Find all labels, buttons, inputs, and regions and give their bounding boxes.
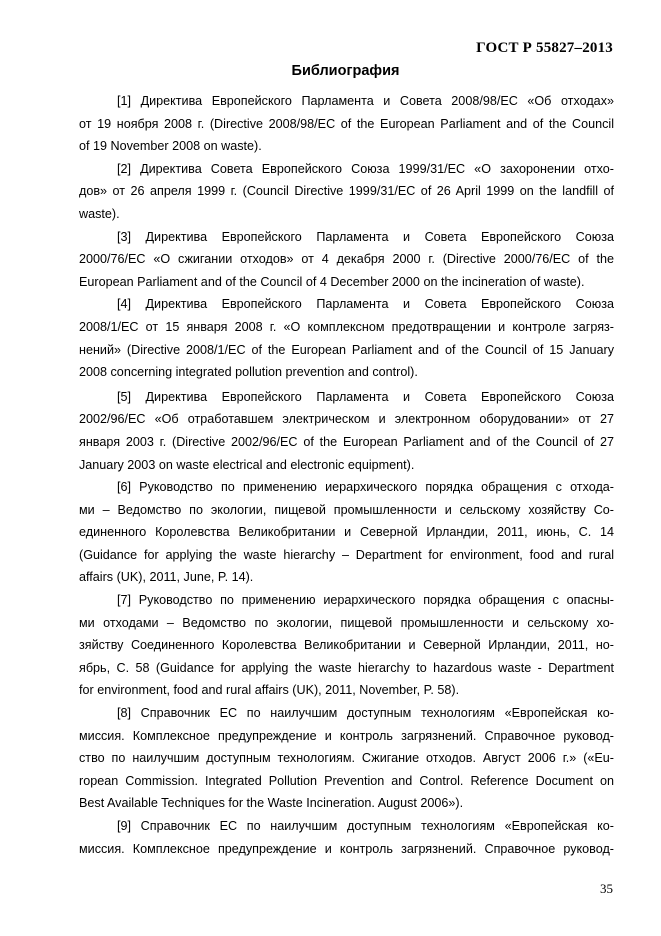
- reference-line: [8] Справочник ЕС по наилучшим доступным технологиям «Европейская ко-: [117, 706, 614, 721]
- reference-line: миссия. Комплексное предупреждение и контроль загрязнений. Справочное руковод-: [79, 728, 614, 743]
- reference-line: 2002/96/ЕС «Об отработавшем электрическом и электронном оборудовании» от 27: [79, 412, 614, 427]
- reference-line: миссия. Комплексное предупреждение и контроль загрязнений. Справочное руковод-: [79, 841, 614, 856]
- reference-line: января 2003 г. (Directive 2002/96/EC of the European Parliament and of the Council of 27: [79, 434, 614, 449]
- reference-item-1: [79, 90, 614, 158]
- reference-item-3: [79, 226, 614, 294]
- reference-line: [1] Директива Европейского Парламента и Совета 2008/98/ЕС «Об отходах»: [117, 94, 614, 108]
- reference-line: 2008/1/ЕС от 15 января 2008 г. «О комплексном предотвращении и контроле загряз-: [79, 319, 614, 334]
- reference-item-2: [79, 158, 614, 226]
- reference-line: for environment, food and rural affairs (UK), 2011, November, P. 58).: [79, 683, 460, 698]
- reference-line: 2008 concerning integrated pollution prevention and control).: [79, 365, 418, 380]
- reference-line: [2] Директива Совета Европейского Союза 1999/31/ЕС «О захоронении отхо-: [117, 161, 614, 176]
- bibliography-title: Библиография: [291, 63, 400, 79]
- reference-line: (Guidance for applying the waste hierarchy – Department for environment, food and rural: [79, 547, 614, 562]
- reference-line: affairs (UK), 2011, June, P. 14).: [79, 570, 254, 585]
- reference-item-9: [79, 815, 614, 860]
- reference-line: January 2003 on waste electrical and electronic equipment).: [79, 457, 415, 472]
- reference-line: [5] Директива Европейского Парламента и Совета Европейского Союза: [117, 389, 614, 404]
- reference-list: [79, 90, 614, 860]
- reference-item-4: [79, 293, 614, 383]
- reference-item-8: [79, 702, 614, 815]
- reference-line: ми – Ведомство по экологии, пищевой промышленности и сельскому хозяйству Со-: [79, 502, 614, 517]
- reference-line: [9] Справочник ЕС по наилучшим доступным технологиям «Европейская ко-: [117, 819, 614, 833]
- reference-line: [7] Руководство по применению иерархического порядка обращения с опасны-: [117, 593, 614, 608]
- reference-line: от 19 ноября 2008 г. (Directive 2008/98/EC of the European Parliament and of the Council: [79, 116, 614, 131]
- reference-line: нений» (Directive 2008/1/EC of the European Parliament and of the Council of 15 January: [79, 342, 614, 357]
- reference-item-6: [79, 476, 614, 589]
- reference-line: [4] Директива Европейского Парламента и Совета Европейского Союза: [117, 297, 614, 312]
- reference-line: ябрь, С. 58 (Guidance for applying the waste hierarchy to hazardous waste - Department: [79, 660, 614, 675]
- page-number: 35: [600, 881, 613, 896]
- reference-line: дов» от 26 апреля 1999 г. (Council Directive 1999/31/EC of 26 April 1999 on the landfill of: [79, 184, 614, 199]
- reference-line: 2000/76/ЕС «О сжигании отходов» от 4 декабря 2000 г. (Directive 2000/76/EC of the: [79, 252, 614, 267]
- reference-line: waste).: [79, 206, 120, 221]
- reference-line: ми отходами – Ведомство по экологии, пищевой промышленности и сельскому хо-: [79, 615, 614, 630]
- document-code-header: ГОСТ Р 55827–2013: [476, 40, 613, 56]
- reference-line: of 19 November 2008 on waste).: [79, 139, 262, 154]
- reference-line: [3] Директива Европейского Парламента и Совета Европейского Союза: [117, 229, 614, 244]
- reference-item-7: [79, 589, 614, 702]
- reference-line: European Parliament and of the Council of 4 December 2000 on the incineration of waste).: [79, 274, 585, 289]
- reference-line: зяйству Соединенного Королевства Великобритании и Северной Ирландии, 2011, но-: [79, 638, 614, 653]
- reference-line: единенного Королевства Великобритании и Северной Ирландии, 2011, июнь, С. 14: [79, 525, 614, 540]
- reference-item-5: [79, 386, 614, 476]
- reference-line: ство по наилучшим доступным технологиям. Сжигание отходов. Август 2006 г.» («Eu-: [79, 751, 614, 766]
- reference-line: Best Available Techniques for the Waste Incineration. August 2006»).: [79, 796, 464, 811]
- reference-line: ropean Commission. Integrated Pollution Prevention and Control. Reference Document on: [79, 773, 614, 788]
- reference-line: [6] Руководство по применению иерархического порядка обращения с отхода-: [117, 480, 614, 495]
